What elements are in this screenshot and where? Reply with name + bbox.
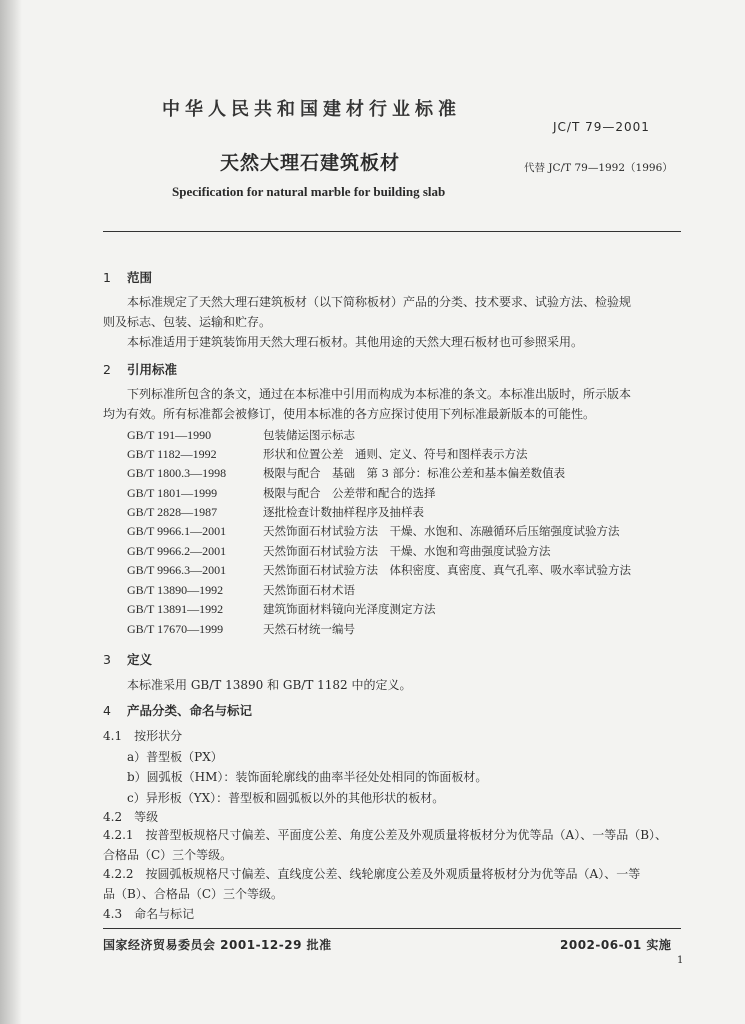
section-number: 3 [103,652,111,667]
section-1-paragraph-2: 本标准适用于建筑装饰用天然大理石板材。其他用途的天然大理石板材也可参照采用。 [127,335,584,349]
section-number: 1 [103,270,111,285]
reference-item [127,504,424,520]
clause-4-2-1-line-1: 4.2.1 按普型板规格尺寸偏差、平面度公差、角度公差及外观质量将板材分为优等品（A）、一等品（B）、 [103,828,668,842]
implementation-date: 2002-06-01 实施 [560,938,672,952]
clause-4-1-a: a）普型板（PX） [127,750,223,764]
clause-4-2-2-line-2: 品（B）、合格品（C）三个等级。 [103,887,284,901]
approval-note: 国家经济贸易委员会 2001-12-29 批准 [103,938,332,952]
reference-item [127,582,355,598]
clause-4-1-b: b）圆弧板（HM）：装饰面轮廓线的曲率半径处处相同的饰面板材。 [127,770,488,784]
reference-code: GB/T 1801—1999 [127,486,218,500]
section-title: 范围 [127,270,153,285]
section-3-paragraph: 本标准采用 GB/T 13890 和 GB/T 1182 中的定义。 [127,678,412,692]
section-number: 4 [103,703,111,718]
reference-title: 天然饰面石材试验方法 干燥、水饱和、冻融循环后压缩强度试验方法 [263,524,620,538]
reference-item [127,485,436,501]
reference-code: GB/T 9966.2—2001 [127,544,227,558]
section-2-paragraph-line-2: 均为有效。所有标准都会被修订，使用本标准的各方应探讨使用下列标准最新版本的可能性。 [103,407,596,421]
reference-item [127,543,551,559]
reference-title: 天然饰面石材术语 [263,583,355,597]
footer-divider [103,928,681,929]
clause-4-2-2-line-1: 4.2.2 按圆弧板规格尺寸偏差、直线度公差、线轮廓度公差及外观质量将板材分为优等品（A）、一等 [103,867,641,881]
reference-title: 极限与配合 公差带和配合的选择 [263,486,436,500]
clause-4-3: 4.3 命名与标记 [103,907,195,921]
section-number: 2 [103,362,111,377]
reference-code: GB/T 1182—1992 [127,447,217,461]
reference-code: GB/T 2828—1987 [127,505,218,519]
reference-item [127,562,631,578]
reference-code: GB/T 9966.3—2001 [127,563,227,577]
reference-item [127,601,436,617]
reference-code: GB/T 1800.3—1998 [127,466,227,480]
reference-title: 天然石材统一编号 [263,622,355,636]
clause-4-2-1-line-2: 合格品（C）三个等级。 [103,848,233,862]
header-divider [103,231,681,232]
reference-item [127,427,355,443]
reference-item [127,465,565,481]
section-1-heading [103,268,152,286]
section-2-heading [103,360,177,378]
document-title-cn: 天然大理石建筑板材 [220,152,401,174]
reference-title: 逐批检查计数抽样程序及抽样表 [263,505,424,519]
section-3-heading [103,650,152,668]
reference-code: GB/T 9966.1—2001 [127,524,227,538]
section-2-paragraph-line-1: 下列标准所包含的条文，通过在本标准中引用而构成为本标准的条文。本标准出版时，所示版本 [127,387,632,401]
reference-title: 建筑饰面材料镜向光泽度测定方法 [263,602,436,616]
reference-title: 天然饰面石材试验方法 干燥、水饱和弯曲强度试验方法 [263,544,551,558]
reference-title: 形状和位置公差 通则、定义、符号和图样表示方法 [263,447,528,461]
reference-code: GB/T 13891—1992 [127,602,224,616]
reference-code: GB/T 17670—1999 [127,622,224,636]
clause-4-1-c: c）异形板（YX）：普型板和圆弧板以外的其他形状的板材。 [127,791,445,805]
document-title-en: Specification for natural marble for building slab [172,184,446,199]
reference-title: 包装储运图示标志 [263,428,355,442]
page-number: 1 [677,955,684,966]
reference-title: 极限与配合 基础 第 3 部分：标准公差和基本偏差数值表 [263,466,566,480]
reference-item [127,621,355,637]
reference-code: GB/T 13890—1992 [127,583,224,597]
section-title: 定义 [127,652,153,667]
section-1-paragraph-1-line-2: 则及标志、包装、运输和贮存。 [103,315,272,329]
section-title: 产品分类、命名与标记 [127,703,253,718]
reference-code: GB/T 191—1990 [127,428,212,442]
page-edge-shadow [0,0,22,1024]
section-4-heading [103,701,252,719]
section-title: 引用标准 [127,362,178,377]
reference-item [127,446,528,462]
section-1-paragraph-1-line-1: 本标准规定了天然大理石建筑板材（以下简称板材）产品的分类、技术要求、试验方法、检验规 [127,295,632,309]
reference-item [127,523,620,539]
standard-category: 中华人民共和国建材行业标准 [162,99,461,120]
clause-4-2: 4.2 等级 [103,810,159,824]
replaces-note: 代替 JC/T 79—1992（1996） [524,162,673,174]
standard-code: JC/T 79—2001 [553,120,650,134]
reference-title: 天然饰面石材试验方法 体积密度、真密度、真气孔率、吸水率试验方法 [263,563,631,577]
clause-4-1: 4.1 按形状分 [103,729,183,743]
